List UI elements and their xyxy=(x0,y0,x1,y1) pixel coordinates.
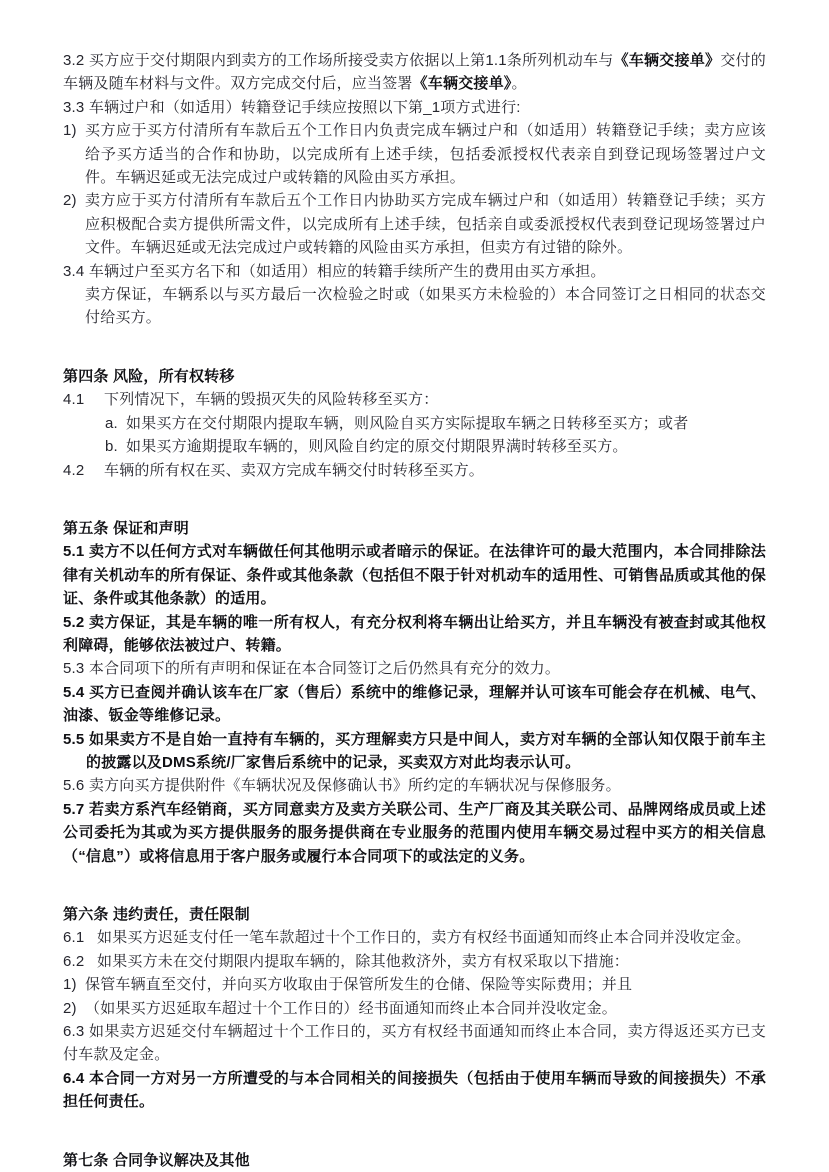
clause-3-3-item-1 xyxy=(63,119,766,189)
clause-4-1-a-marker: a. xyxy=(105,414,118,432)
clause-5-7 xyxy=(63,798,766,868)
heading-article-5 xyxy=(63,517,766,540)
clause-6-1 xyxy=(63,926,766,949)
clause-3-3 xyxy=(63,96,766,119)
clause-6-2-item-2-text-0: （如果买方迟延取车超过十个工作日的）经书面通知而终止本合同并没收定金。 xyxy=(85,999,618,1017)
clause-4-1-b xyxy=(63,435,766,458)
clause-6-2-item-2 xyxy=(63,997,766,1020)
clause-4-2-text-0: 车辆的所有权在买、卖双方完成车辆交付时转移至买方。 xyxy=(104,461,485,479)
clause-4-1-marker: 4.1 xyxy=(63,391,85,409)
clause-3-3-item-1-marker: 1) xyxy=(63,122,77,140)
clause-5-3 xyxy=(63,657,766,680)
heading-article-4-text-0: 第四条 风险，所有权转移 xyxy=(63,367,235,385)
clause-3-4-text-0: 3.4 车辆过户至买方名下和（如适用）相应的转籍手续所产生的费用由买方承担。 xyxy=(63,262,606,280)
clause-3-2-text-3: 《车辆交接单》 xyxy=(412,75,512,93)
clause-6-1-text-0: 如果买方迟延支付任一笔车款超过十个工作日的，卖方有权经书面通知而终止本合同并没收定金。 xyxy=(97,929,751,947)
clause-3-3-item-1-text-0: 买方应于买方付清所有车款后五个工作日内负责完成车辆过户和（如适用）转籍登记手续；卖方应该给予买方适当的合作和协助，以完成所有上述手续，包括委派授权代表亲自到登记现场签署过户文件。车辆迟延或无法完成过户或转籍的风险由买方承担。 xyxy=(85,122,766,187)
clause-3-2-text-4: 。 xyxy=(511,75,527,93)
clause-6-2-marker: 6.2 xyxy=(63,952,85,970)
heading-article-7 xyxy=(63,1149,766,1172)
clause-5-5 xyxy=(63,728,766,775)
heading-article-6-text-0: 第六条 违约责任，责任限制 xyxy=(63,906,250,923)
clause-5-5-text-0: 5.5 如果卖方不是自始一直持有车辆的，买方理解卖方只是中间人，卖方对车辆的全部认知仅限于前车主的披露以及DMS系统/厂家售后系统中的记录，买卖双方对此均表示认可。 xyxy=(63,730,766,771)
clause-6-1-marker: 6.1 xyxy=(63,929,85,947)
clause-6-2-item-1-text-0: 保管车辆直至交付，并向买方收取由于保管所发生的仓储、保险等实际费用；并且 xyxy=(85,976,633,994)
heading-article-4 xyxy=(63,365,766,388)
clause-6-3-text-0: 6.3 如果卖方迟延交付车辆超过十个工作日的，买方有权经书面通知而终止本合同，卖方得返还买方已支付车款及定金。 xyxy=(63,1023,766,1064)
clause-4-1-text-0: 下列情况下，车辆的毁损灭失的风险转移至买方： xyxy=(104,391,439,409)
clause-4-1-a xyxy=(63,412,766,435)
clause-6-2-item-1-marker: 1) xyxy=(63,976,77,994)
clause-3-3-text-0: 3.3 车辆过户和（如适用）转籍登记手续应按照以下第_1项方式进行: xyxy=(63,98,521,116)
clause-3-4-note xyxy=(63,283,766,330)
clause-3-3-item-2-marker: 2) xyxy=(63,192,77,210)
clause-5-1 xyxy=(63,540,766,610)
clause-3-4 xyxy=(63,260,766,283)
clause-4-1-a-text-0: 如果买方在交付期限内提取车辆，则风险自买方实际提取车辆之日转移至买方；或者 xyxy=(126,414,689,432)
clause-5-2 xyxy=(63,611,766,658)
clause-4-1-b-text-0: 如果买方逾期提取车辆的，则风险自约定的原交付期限界满时转移至买方。 xyxy=(126,438,628,456)
clause-6-4-text-0: 6.4 本合同一方对另一方所遭受的与本合同相关的间接损失（包括由于使用车辆而导致的间接损失）不承担任何责任。 xyxy=(63,1069,766,1111)
clause-3-4-note-text-0: 卖方保证，车辆系以与买方最后一次检验之时或（如果买方未检验的）本合同签订之日相同的状态交付给买方。 xyxy=(85,286,766,327)
heading-article-6 xyxy=(63,903,766,926)
clause-3-2 xyxy=(63,49,766,96)
clause-5-4-text-0: 5.4 买方已查阅并确认该车在厂家（售后）系统中的维修记录，理解并认可该车可能会存在机械、电气、油漆、钣金等维修记录。 xyxy=(63,683,766,725)
clause-5-6 xyxy=(63,774,766,797)
clause-3-3-item-2-text-0: 卖方应于买方付清所有车款后五个工作日内协助买方完成车辆过户和（如适用）转籍登记手续；买方应积极配合卖方提供所需文件，以完成所有上述手续，包括亲自或委派授权代表到登记现场签署过户文件。车辆迟延或无法完成过户或转籍的风险由买方承担，但卖方有过错的除外。 xyxy=(85,192,766,257)
clause-6-3 xyxy=(63,1020,766,1067)
clause-5-7-text-0: 5.7 若卖方系汽车经销商，买方同意卖方及卖方关联公司、生产厂商及其关联公司、品牌网络成员或上述公司委托为其或为买方提供服务的服务提供商在专业服务的范围内使用车辆交易过程中买方的相关信息（“信息”）或将信息用于客户服务或履行本合同项下的或法定的义务。 xyxy=(63,800,766,865)
clause-4-1-b-marker: b. xyxy=(105,438,118,456)
clause-3-3-item-2 xyxy=(63,189,766,259)
clause-6-2-item-2-marker: 2) xyxy=(63,999,77,1017)
clause-5-1-text-0: 5.1 卖方不以任何方式对车辆做任何其他明示或者暗示的保证。在法律许可的最大范围内，本合同排除法律有关机动车的所有保证、条件或其他条款（包括但不限于针对机动车的适用性、可销售品质或其他的保证、条件或其他条款）的适用。 xyxy=(63,543,766,608)
clause-6-2-text-0: 如果买方未在交付期限内提取车辆的，除其他救济外，卖方有权采取以下措施： xyxy=(97,952,630,970)
clause-6-4 xyxy=(63,1067,766,1114)
clause-6-2 xyxy=(63,950,766,973)
clause-5-4 xyxy=(63,681,766,728)
clause-6-2-item-1 xyxy=(63,973,766,996)
clause-4-1 xyxy=(63,388,766,411)
clause-5-6-text-0: 5.6 卖方向买方提供附件《车辆状况及保修确认书》所约定的车辆状况与保修服务。 xyxy=(63,777,621,795)
clause-4-2-marker: 4.2 xyxy=(63,461,85,479)
clause-3-2-text-2: 交付的车辆及随车材料与文件。双方完成交付后，应当签署 xyxy=(63,52,767,93)
clause-3-2-text-1: 《车辆交接单》 xyxy=(613,52,721,69)
clause-3-2-text-0: 3.2 买方应于交付期限内到卖方的工作场所接受卖方依据以上第1.1条所列机动车与 xyxy=(63,52,614,69)
heading-article-7-text-0: 第七条 合同争议解决及其他 xyxy=(63,1151,250,1169)
clause-5-3-text-0: 5.3 本合同项下的所有声明和保证在本合同签订之后仍然具有充分的效力。 xyxy=(63,660,561,678)
clause-5-2-text-0: 5.2 卖方保证，其是车辆的唯一所有权人，有充分权利将车辆出让给买方，并且车辆没有被查封或其他权利障碍，能够依法被过户、转籍。 xyxy=(63,613,766,654)
heading-article-5-text-0: 第五条 保证和声明 xyxy=(63,519,189,537)
clause-4-2 xyxy=(63,459,766,482)
